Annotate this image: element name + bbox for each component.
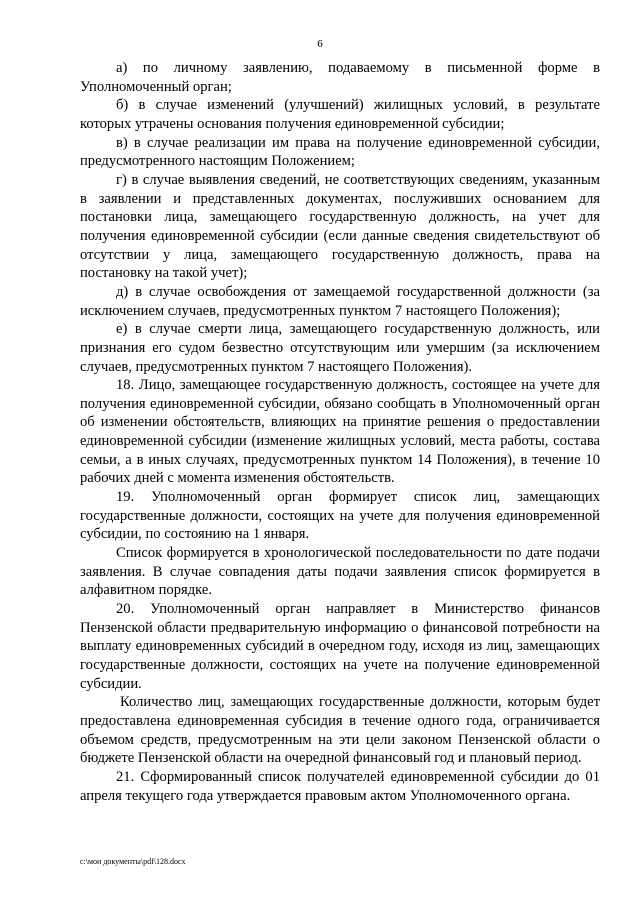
paragraph-item-g: г) в случае выявления сведений, не соответствующих сведениям, указанным в заявлении и представленных документах, послуживших основанием для постановки лица, замещающего государственную должность, на учет для получения единовременной субсидии (если данные сведения свидетельствуют об отсутствии у лица, замещающего государственную должность, права на постановку на такой учет); [80,171,600,282]
paragraph-clause-20: 20. Уполномоченный орган направляет в Министерство финансов Пензенской области предварительную информацию о финансовой потребности на выплату единовременных субсидий в очередном году, исходя из лиц, замещающих государственные должности, состоящих на учете на получение единовременной субсидии. [80,601,600,692]
page-number: 6 [317,38,323,50]
paragraph-clause-21: 21. Сформированный список получателей единовременной субсидии до 01 апреля текущего года утверждается правовым актом Уполномоченного органа. [80,768,600,804]
paragraph-clause-19: 19. Уполномоченный орган формирует список лиц, замещающих государственные должности, состоящих на учете для получения единовременной субсидии, по состоянию на 1 января. [80,489,600,543]
document-body [80,59,600,805]
paragraph-item-e: е) в случае смерти лица, замещающего государственную должность, или признания его судом безвестно отсутствующим или умершим (за исключением случаев, предусмотренных пунктом 7 настоящего Положения). [80,321,600,375]
paragraph-item-d: д) в случае освобождения от замещаемой государственной должности (за исключением случаев, предусмотренных пунктом 7 настоящего Положения); [80,283,600,319]
footer-file-path: c:\мои документы\pdf\128.docx [80,857,186,866]
paragraph-clause-18: 18. Лицо, замещающее государственную должность, состоящее на учете для получения единовременной субсидии, обязано сообщать в Уполномоченный орган об изменении обстоятельств, влияющих на принятие решения о предоставлении единовременной субсидии (изменение жилищных условий, места работы, состава семьи, а в иных случаях, предусмотренных пунктом 14 Положения), в течение 10 рабочих дней с момента изменения обстоятельств. [80,377,600,487]
paragraph-item-a: а) по личному заявлению, подаваемому в письменной форме в Уполномоченный орган; [80,60,600,95]
paragraph-list-order: Список формируется в хронологической последовательности по дате подачи заявления. В случае совпадения даты подачи заявления список формируется в алфавитном порядке. [80,545,600,599]
paragraph-item-v: в) в случае реализации им права на получение единовременной субсидии, предусмотренного настоящим Положением; [80,134,600,170]
paragraph-item-b: б) в случае изменений (улучшений) жилищных условий, в результате которых утрачены основания получения единовременной субсидии; [80,97,600,132]
paragraph-recipients-count: Количество лиц, замещающих государственные должности, которым будет предоставлена единовременная субсидия в течение одного года, ограничивается объемом средств, предусмотренным на эти цели законом Пензенской области о бюджете Пензенской области на очередной финансовый год и плановый период. [80,694,600,767]
